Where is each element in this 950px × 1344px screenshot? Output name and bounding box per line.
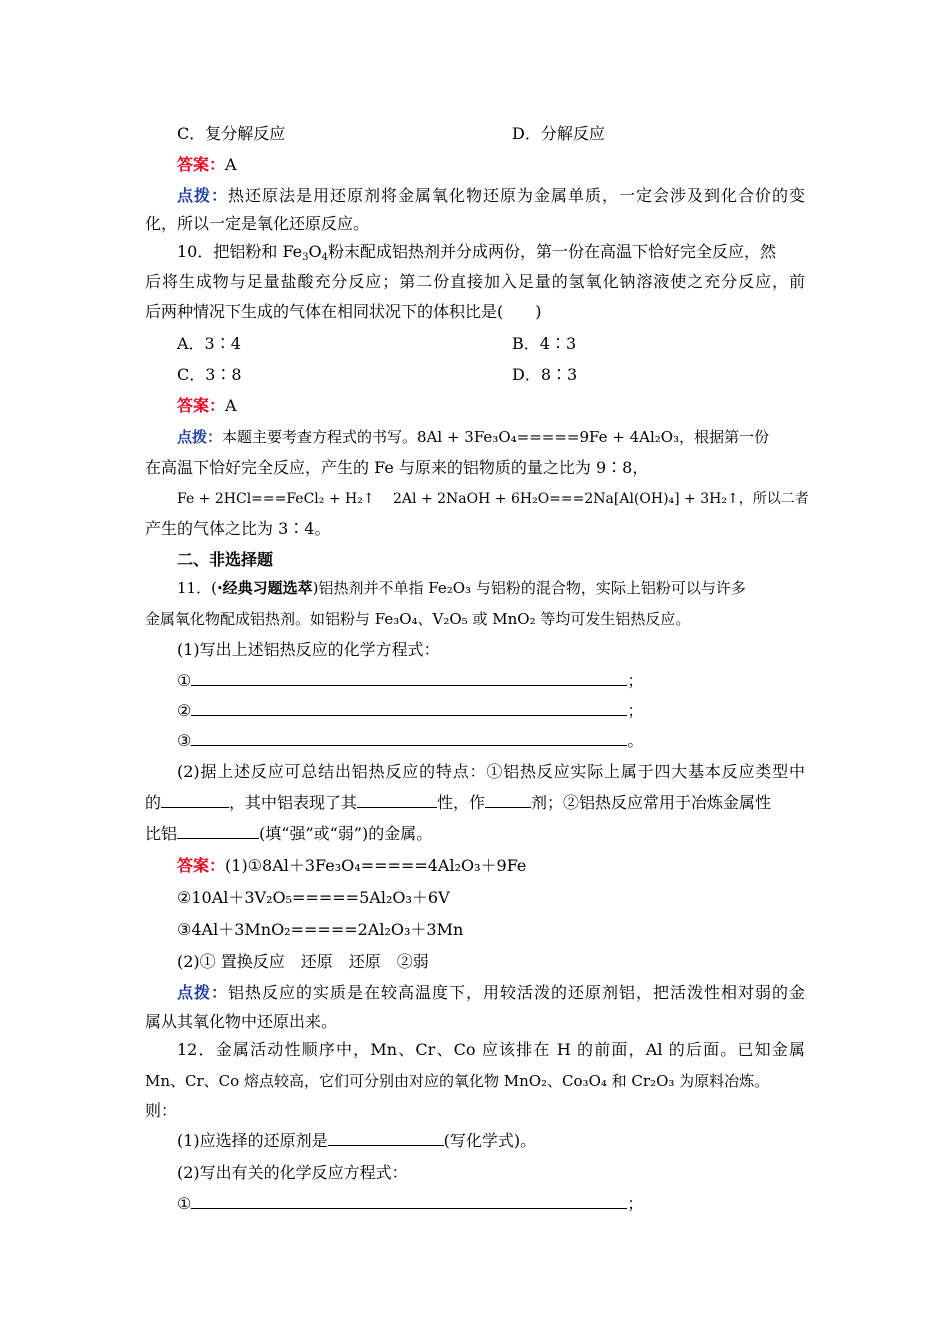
- answer-blank[interactable]: [191, 1194, 627, 1209]
- q10-option-a: A．3∶4: [177, 334, 241, 353]
- answer-blank[interactable]: [328, 1131, 444, 1146]
- q11-sub2-line2: 的 ，其中铝表现了其 性，作 剂；②铝热反应常用于冶炼金属性: [145, 793, 772, 812]
- q12-sub1: (1)应选择的还原剂是 (写化学式)。: [177, 1131, 537, 1150]
- hint-text: 热还原法是用还原剂将金属氧化物还原为金属单质，一定会涉及到化合价的变: [228, 186, 805, 205]
- answer-blank[interactable]: [191, 671, 627, 686]
- q11-blank-1: ① ；: [177, 671, 644, 690]
- answer-blank[interactable]: [357, 793, 437, 808]
- q10-option-c: C．3∶8: [177, 365, 242, 384]
- q9-hint-line1: [177, 186, 805, 206]
- q11-answer-line2: ②10Al＋3V₂O₅=====5Al₂O₃＋6V: [177, 888, 450, 907]
- q11-answer-line3: ③4Al＋3MnO₂=====2Al₂O₃＋3Mn: [177, 920, 464, 939]
- q12-sub2: (2)写出有关的化学反应方程式：: [177, 1163, 408, 1182]
- q11-sub2-line1: (2)据上述反应可总结出铝热反应的特点：①铝热反应实际上属于四大基本反应类型中: [177, 762, 805, 781]
- q10-answer: 答案：A: [177, 396, 237, 415]
- q9-option-d: D．分解反应: [512, 124, 605, 143]
- q12-stem-line1: 12．金属活动性顺序中，Mn、Cr、Co 应该排在 H 的前面，Al 的后面。已知金属: [177, 1040, 805, 1059]
- q9-answer: [177, 155, 237, 175]
- q12-stem-line3: 则：: [145, 1101, 178, 1120]
- q11-hint-line1: 点拨：铝热反应的实质是在较高温度下，用较活泼的还原剂铝，把活泼性相对弱的金: [177, 983, 805, 1002]
- answer-blank[interactable]: [485, 793, 531, 808]
- q10-hint-line3: Fe + 2HCl===FeCl₂ + H₂↑ 2Al + 2NaOH + 6H₂O===2Na[Al(OH)₄] + 3H₂↑，所以二者: [177, 491, 809, 507]
- answer-blank[interactable]: [191, 731, 627, 746]
- q10-option-b: B．4∶3: [512, 334, 577, 353]
- answer-blank[interactable]: [161, 793, 229, 808]
- q11-answer-line4: (2)① 置换反应 还原 还原 ②弱: [177, 952, 429, 971]
- q9-hint-line2: 化，所以一定是氧化还原反应。: [145, 214, 370, 233]
- q10-hint-line1: 点拨：本题主要考查方程式的书写。8Al + 3Fe₃O₄=====9Fe + 4Al₂O₃，根据第一份: [177, 428, 770, 446]
- q10-stem-line1: 10．把铝粉和 $Fe_3O_4$粉末配成铝热剂并分成两份，第一份在高温下恰好完全反应，然: [177, 242, 777, 263]
- q9-option-c: C．复分解反应: [177, 124, 286, 143]
- q12-blank-1: ① ；: [177, 1194, 644, 1213]
- q11-sub1: (1)写出上述铝热反应的化学方程式：: [177, 640, 440, 659]
- q11-stem-line1: 11．(·经典习题选萃)铝热剂并不单指 Fe₂O₃ 与铝粉的混合物，实际上铝粉可以与许多: [177, 579, 746, 597]
- q11-blank-3: ③ 。: [177, 731, 644, 750]
- q12-stem-line2: Mn、Cr、Co 熔点较高，它们可分别由对应的氧化物 MnO₂、Co₃O₄ 和 Cr₂O₃ 为原料冶炼。: [145, 1072, 770, 1090]
- answer-blank[interactable]: [177, 824, 259, 839]
- q11-stem-line2: 金属氧化物配成铝热剂。如铝粉与 Fe₃O₄、V₂O₅ 或 MnO₂ 等均可发生铝热反应。: [145, 610, 691, 628]
- answer-blank[interactable]: [191, 701, 627, 716]
- q10-option-d: D．8∶3: [512, 365, 578, 384]
- q11-hint-line2: 属从其氧化物中还原出来。: [145, 1012, 338, 1031]
- answer-value: A: [225, 155, 237, 174]
- q10-hint-line4: 产生的气体之比为 3∶4。: [145, 519, 331, 538]
- hint-label: 点拨：: [177, 186, 228, 205]
- section-title: 二、非选择题: [177, 550, 274, 569]
- q11-sub2-line3: 比铝 (填“强”或“弱”)的金属。: [145, 824, 433, 843]
- q11-answer-line1: 答案：(1)①8Al＋3Fe₃O₄=====4Al₂O₃＋9Fe: [177, 856, 527, 875]
- q10-stem-line3: 后两种情况下生成的气体在相同状况下的体积比是( ): [145, 302, 542, 321]
- answer-label: 答案：: [177, 155, 226, 174]
- q11-blank-2: ② ；: [177, 701, 644, 720]
- q10-hint-line2: 在高温下恰好完全反应，产生的 Fe 与原来的铝物质的量之比为 9∶8，: [145, 458, 649, 477]
- q10-stem-line2: 后将生成物与足量盐酸充分反应；第二份直接加入足量的氢氧化钠溶液使之充分反应，前: [145, 272, 805, 291]
